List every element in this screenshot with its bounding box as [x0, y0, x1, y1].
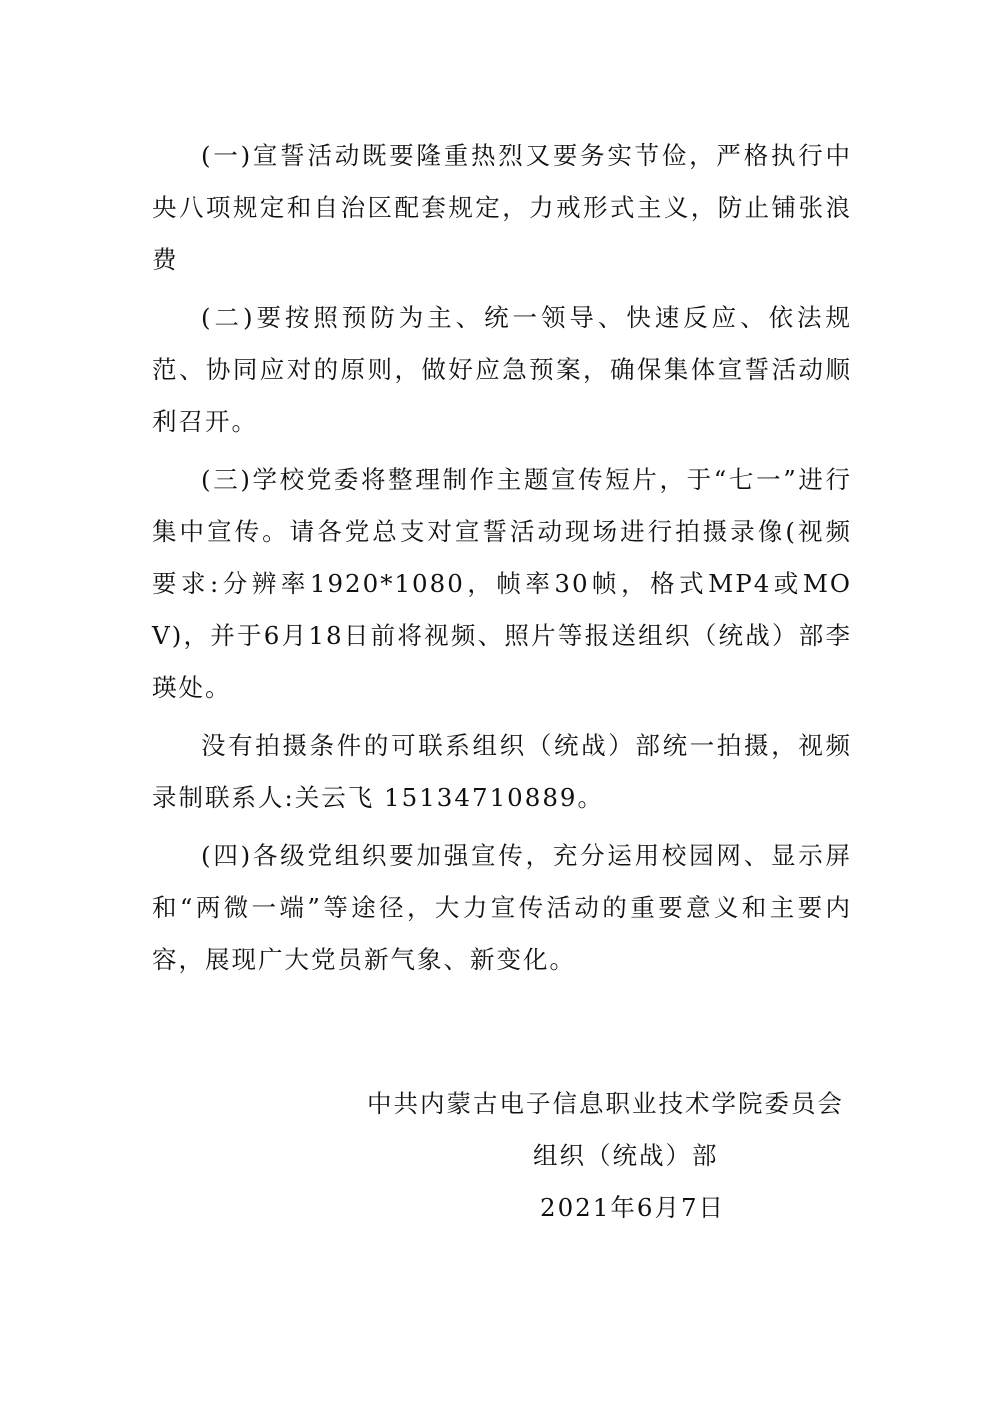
paragraph-contact: 没有拍摄条件的可联系组织（统战）部统一拍摄，视频录制联系人:关云飞 15134710889。	[152, 731, 852, 812]
signature-date: 2021年6月7日	[540, 1193, 726, 1222]
paragraph-item-3: (三)学校党委将整理制作主题宣传短片，于“七一”进行集中宣传。请各党总支对宣誓活动现场进行拍摄录像(视频要求:分辨率1920*1080，帧率30帧，格式MP4或MOV)，并于6月18日前将视频、照片等报送组织（统战）部李瑛处。	[152, 465, 852, 702]
paragraph-item-4: (四)各级党组织要加强宣传，充分运用校园网、显示屏和“两微一端”等途径，大力宣传活动的重要意义和主要内容，展现广大党员新气象、新变化。	[152, 841, 852, 974]
signature-department: 组织（统战）部	[533, 1141, 719, 1170]
signature-organization: 中共内蒙古电子信息职业技术学院委员会	[367, 1089, 844, 1118]
document-body	[152, 130, 852, 992]
paragraph-item-2: (二)要按照预防为主、统一领导、快速反应、依法规范、协同应对的原则，做好应急预案，确保集体宣誓活动顺利召开。	[152, 303, 852, 436]
paragraph-item-1: (一)宣誓活动既要隆重热烈又要务实节俭，严格执行中央八项规定和自治区配套规定，力戒形式主义，防止铺张浪费	[152, 141, 852, 274]
